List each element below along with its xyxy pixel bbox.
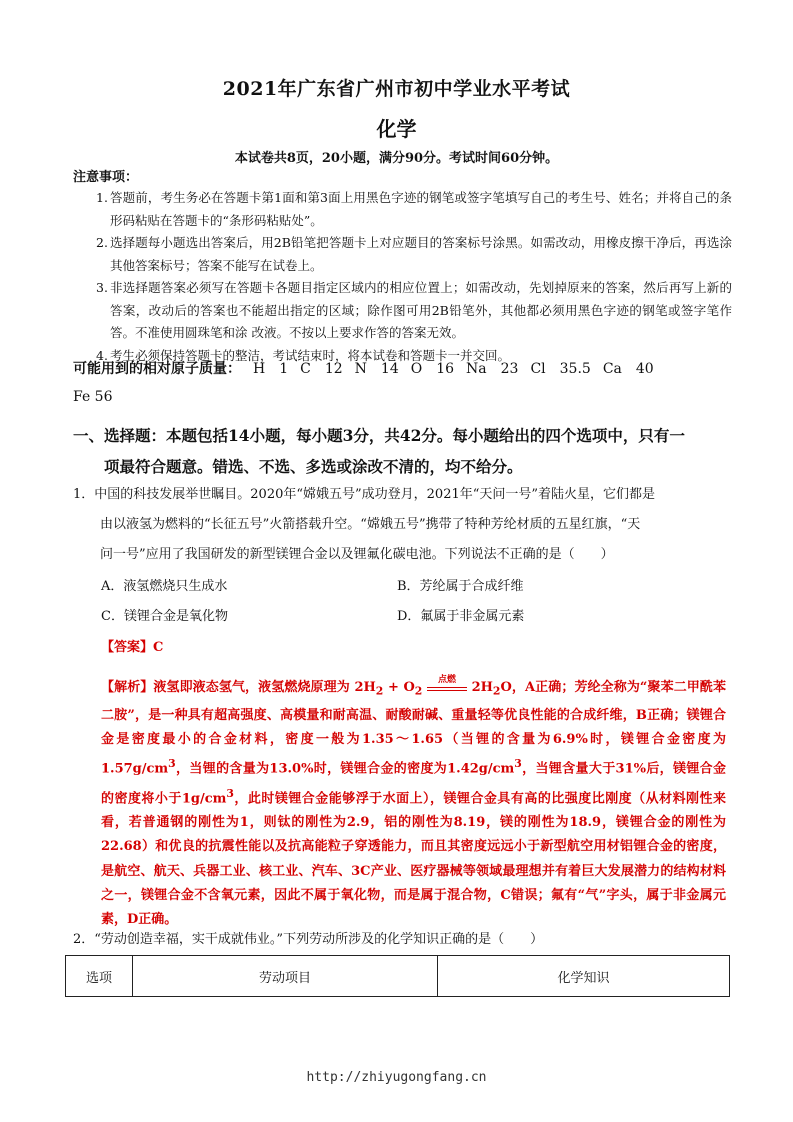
table-header-cell: 选项: [66, 956, 133, 997]
page-title: 2021年广东省广州市初中学业水平考试: [222, 78, 571, 100]
atomic-mass-item: Ca 40: [602, 361, 654, 377]
subscript: 2: [492, 684, 501, 698]
option-b: B．芳纶属于合成纤维: [397, 579, 524, 594]
option-row: [101, 572, 701, 602]
notice-text: 答题前，考生务必在答题卡第1面和第3面上用黑色字迹的钢笔或签字笔填写自己的考生号、姓名；并将自己的条形码粘贴在答题卡的“条形码粘贴处”。: [110, 190, 732, 228]
subject-title: 化学: [376, 117, 417, 141]
question-1-analysis: [101, 676, 726, 932]
question-1-stem: [73, 480, 723, 570]
analysis-text: ，当锂含量大于31%后，镁锂合金的密度将小于1g/cm: [101, 761, 726, 807]
section-heading-line2: 项最符合题意。错选、不选、多选或涂改不清的，均不给分。: [104, 457, 523, 476]
notice-number: 2.: [96, 235, 108, 250]
atomic-mass-item: O 16: [410, 361, 455, 377]
notice-number: 4.: [96, 347, 108, 363]
table-header-row: [66, 956, 730, 997]
option-row: [101, 602, 701, 632]
analysis-text: ，当锂的含量为13.0%时，镁锂合金的密度为1.42g/cm: [175, 761, 515, 777]
superscript: 3: [168, 757, 176, 771]
atomic-mass-item: C 12: [300, 361, 343, 377]
analysis-text: ，此时镁锂合金能够浮于水面上），镁锂合金具有高的比强度比刚度（从材料刚性来看，若普通钢的刚性为1，则钛的刚性为2.9，铝的刚性为8.19，镁的刚性为18.9，镁锂合金的刚性为22.68）和优良的抗震性能以及抗高能粒子穿透能力，而且其密度远远小于新型航空用材铝锂合金的密度，是航空、航天、兵器工业、核工业、汽车、3C产业、医疗器械等领域最理想并有着巨大发展潜力的结构材料之一，镁锂合金不含氧元素，因此不属于氧化物，而是属于混合物，C错误；氟有“气”字头，属于非金属元素，D正确。: [101, 791, 726, 928]
notice-list: [96, 187, 732, 367]
notice-text: 考生必须保持答题卡的整洁，考试结束时，将本试卷和答题卡一并交回。: [110, 347, 511, 363]
subscript: 2: [414, 684, 423, 698]
table-header-cell: 化学知识: [438, 956, 730, 997]
superscript: 3: [514, 757, 522, 771]
exam-info: 本试卷共8页，20小题，满分90分。考试时间60分钟。: [234, 151, 559, 166]
atomic-mass-label: 可能用到的相对原子质量：: [73, 361, 241, 377]
question-1-answer: 【答案】C: [101, 640, 164, 655]
question-2-stem: 2．“劳动创造幸福，实干成就伟业。”下列劳动所涉及的化学知识正确的是（ ）: [73, 932, 544, 947]
notice-heading: 注意事项：: [73, 170, 139, 185]
option-d: D．氟属于非金属元素: [397, 609, 525, 624]
table-header-cell: 劳动项目: [133, 956, 438, 997]
analysis-text: 2H: [471, 680, 493, 695]
notice-number: 1.: [96, 190, 108, 205]
notice-text: 选择题每小题选出答案后，用2B铅笔把答题卡上对应题目的答案标号涂黑。如需改动，用橡皮擦干净后，再选涂其他答案标号；答案不能写在试卷上。: [110, 235, 732, 273]
reaction-condition: 点燃: [437, 675, 456, 685]
superscript: 3: [226, 786, 234, 800]
analysis-text: 【解析】液氢即液态氢气，液氢燃烧原理为 2H: [101, 680, 376, 695]
atomic-mass-line: [73, 358, 654, 378]
atomic-mass-item: Cl 35.5: [530, 361, 591, 377]
question-1-options: [101, 572, 701, 632]
notice-text: 非选择题答案必须写在答题卡各题目指定区域内的相应位置上；如需改动，先划掉原来的答案，然后再写上新的答案，改动后的答案也不能超出指定的区域；除作图可用2B铅笔外，其他都必须用黑色字迹的钢笔或签字笔作答。不准使用圆珠笔和涂 改液。不按以上要求作答的答案无效。: [110, 280, 732, 340]
footer-url[interactable]: http://zhiyugongfang.cn: [306, 1070, 487, 1085]
notice-item: [96, 187, 732, 232]
atomic-mass-item: N 14: [354, 361, 399, 377]
question-2-table: [65, 955, 730, 997]
notice-item: [96, 277, 732, 345]
section-heading: [73, 420, 723, 482]
notice-item: [96, 232, 732, 277]
option-c: C．镁锂合金是氧化物: [101, 609, 228, 624]
reaction-arrow: [427, 675, 467, 691]
analysis-text: + O: [383, 680, 415, 695]
notice-number: 3.: [96, 280, 108, 295]
analysis-text: O，A正确；芳纶全称为“聚苯二甲酰苯二胺”，是一种具有超高强度、高模量和耐高温、耐酸耐碱、重量轻等优良性能的合成纤维，B正确；镁锂合金是密度最小的合金材料，密度一般为1.35～1.65（当锂的含量为6.9%时，镁锂合金密度为1.57g/cm: [101, 680, 726, 777]
section-heading-line1: 一、选择题：本题包括14小题，每小题3分，共42分。每小题给出的四个选项中，只有一: [73, 426, 685, 445]
question-1-line3: 问一号”应用了我国研发的新型镁锂合金以及锂氟化碳电池。下列说法不正确的是（ ）: [100, 547, 614, 562]
subscript: 2: [375, 684, 384, 698]
option-a: A．液氢燃烧只生成水: [101, 579, 228, 594]
question-1-line1: 1．中国的科技发展举世瞩目。2020年“嫦娥五号”成功登月，2021年“天问一号”着陆火星，它们都是: [73, 487, 656, 502]
atomic-mass-line-2: Fe 56: [73, 389, 113, 405]
atomic-mass-item: Na 23: [466, 361, 519, 377]
atomic-mass-item: H 1: [253, 361, 289, 377]
question-1-line2: 由以液氢为燃料的“长征五号”火箭搭载升空。“嫦娥五号”携带了特种芳纶材质的五星红旗，“天: [100, 517, 641, 532]
